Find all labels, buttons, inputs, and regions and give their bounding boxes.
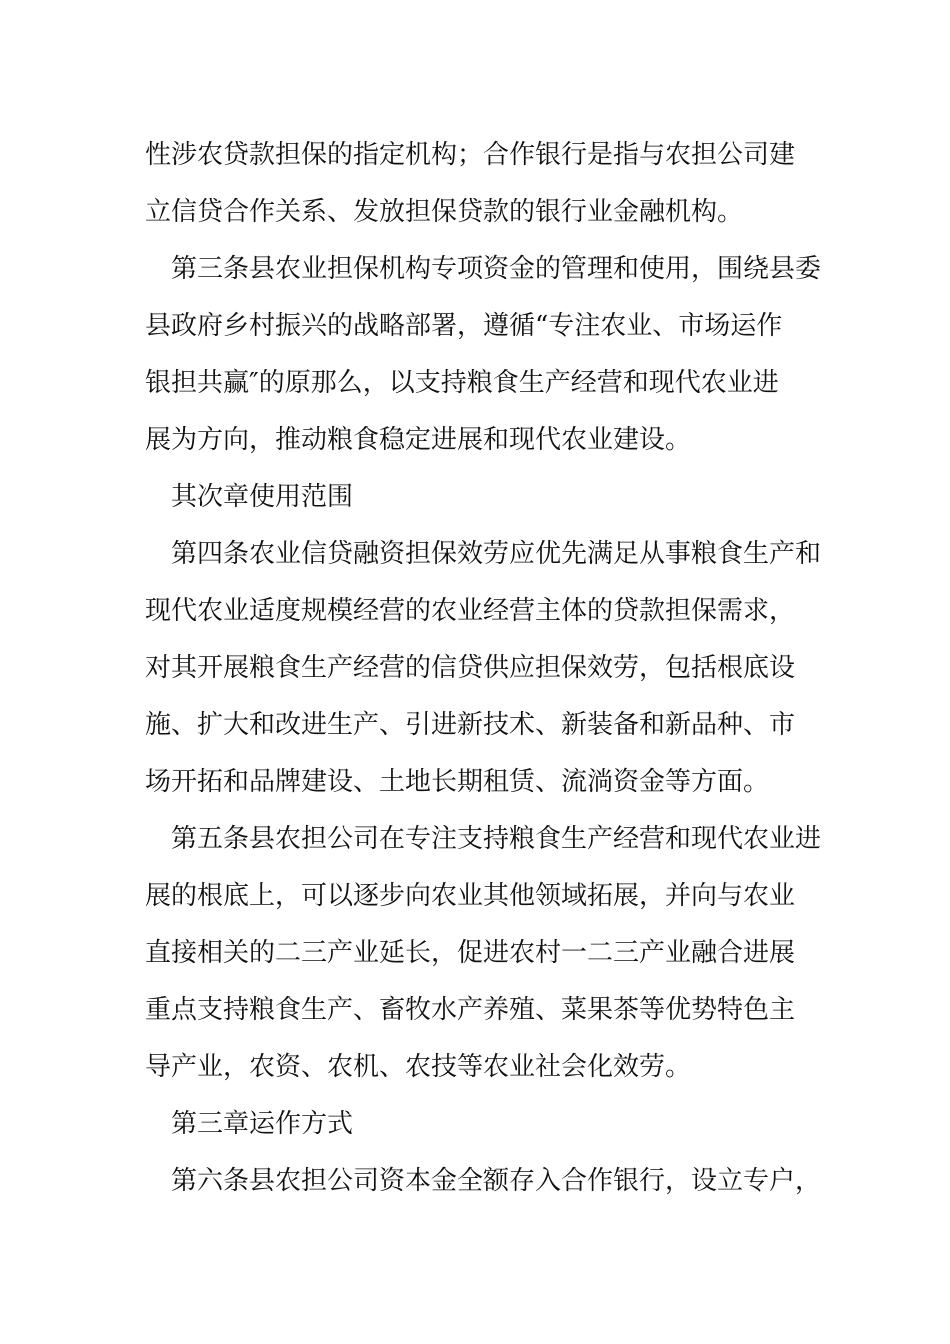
- text-line: 立信贷合作关系、发放担保贷款的银行业金融机构。: [145, 197, 744, 227]
- paragraph-article-3: 第三条县农业担保机构专项资金的管理和使用，围绕县委: [171, 254, 822, 284]
- chapter-heading: 其次章使用范围: [171, 482, 354, 512]
- text-line: 展为方向，推动粮食稳定进展和现代农业建设。: [145, 425, 692, 455]
- text-line: 银担共赢″的原那么，以支持粮食生产经营和现代农业进: [145, 368, 779, 398]
- text-line: 展的根底上，可以逐步向农业其他领域拓展，并向与农业: [145, 881, 796, 911]
- document-body: [145, 127, 822, 1210]
- text-line: 对其开展粮食生产经营的信贷供应担保效劳，包括根底设: [145, 653, 796, 683]
- text-line: 现代农业适度规模经营的农业经营主体的贷款担保需求，: [145, 596, 796, 626]
- paragraph-article-6: 第六条县农担公司资本金全额存入合作银行，设立专户，: [171, 1166, 822, 1196]
- text-line: 场开拓和品牌建设、土地长期租赁、流淌资金等方面。: [145, 767, 770, 797]
- text-line: 导产业，农资、农机、农技等农业社会化效劳。: [145, 1052, 692, 1082]
- paragraph-article-4: 第四条农业信贷融资担保效劳应优先满足从事粮食生产和: [171, 539, 822, 569]
- text-line: 施、扩大和改进生产、引进新技术、新装备和新品种、市: [145, 710, 796, 740]
- text-line: 直接相关的二三产业延长，促进农村一二三产业融合进展: [145, 938, 796, 968]
- text-line: 县政府乡村振兴的战略部署，遵循“专注农业、市场运作: [145, 311, 783, 341]
- chapter-heading: 第三章运作方式: [171, 1109, 354, 1139]
- paragraph-article-5: 第五条县农担公司在专注支持粮食生产经营和现代农业进: [171, 824, 822, 854]
- text-line: 性涉农贷款担保的指定机构；合作银行是指与农担公司建: [145, 140, 796, 170]
- text-line: 重点支持粮食生产、畜牧水产养殖、菜果茶等优势特色主: [145, 995, 796, 1025]
